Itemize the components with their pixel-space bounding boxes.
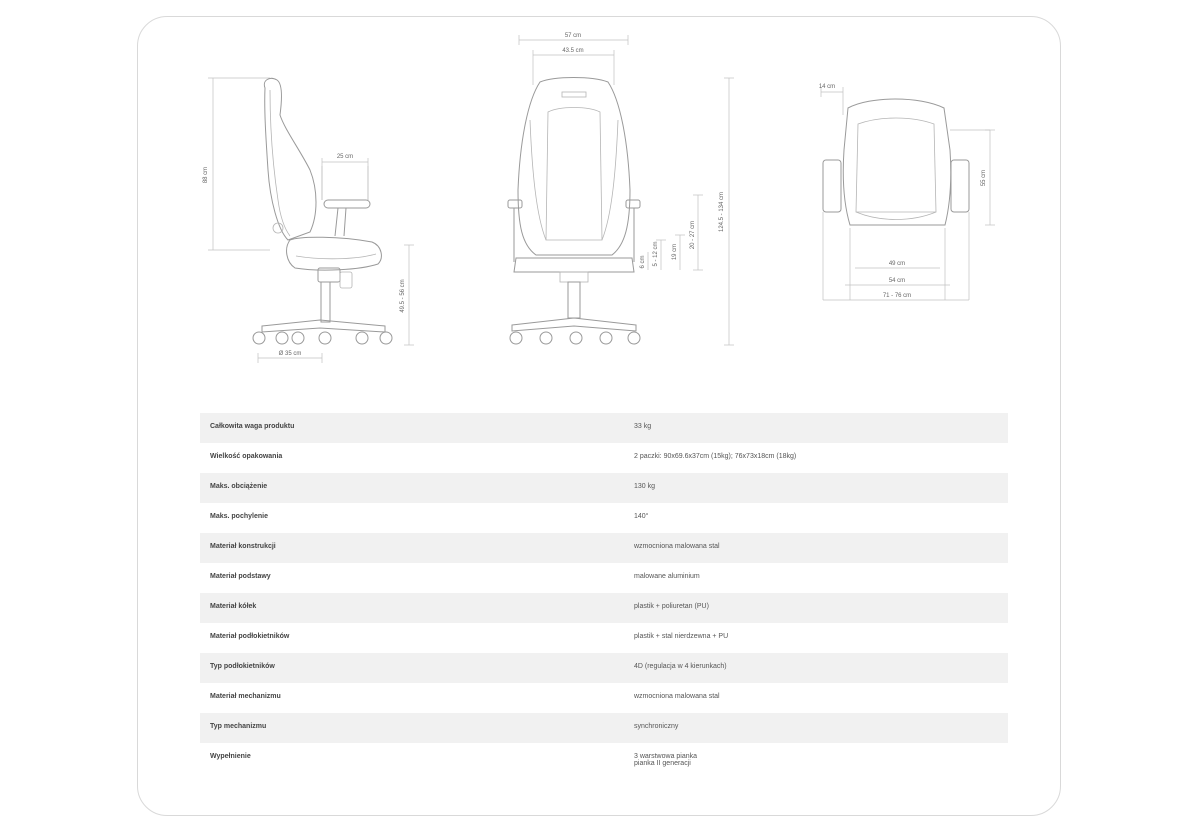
spec-row <box>200 743 1008 785</box>
spec-label: Typ mechanizmu <box>200 713 624 743</box>
top-wing-label: 14 cm <box>818 84 836 90</box>
top-seat-width-label: 54 cm <box>888 278 906 284</box>
spec-value: synchroniczny <box>624 713 1008 743</box>
spec-value: 33 kg <box>624 413 1008 443</box>
spec-row <box>200 503 1008 533</box>
side-view-drawing <box>203 78 414 363</box>
spec-row <box>200 593 1008 623</box>
spec-value: wzmocniona malowana stal <box>624 683 1008 713</box>
front-backrest-width-label: 43.5 cm <box>562 48 584 54</box>
front-view-drawing <box>508 33 734 345</box>
spec-value: plastik + stal nierdzewna + PU <box>624 623 1008 653</box>
spec-row <box>200 623 1008 653</box>
spec-label: Materiał mechanizmu <box>200 683 624 713</box>
spec-label: Maks. obciążenie <box>200 473 624 503</box>
spec-label: Wypełnienie <box>200 743 624 785</box>
spec-label: Typ podłokietników <box>200 653 624 683</box>
spec-label: Maks. pochylenie <box>200 503 624 533</box>
side-seat-height-label: 49.5 - 56 cm <box>400 279 406 313</box>
spec-value: 130 kg <box>624 473 1008 503</box>
spec-row <box>200 653 1008 683</box>
front-total-width-label: 57 cm <box>564 33 582 39</box>
spec-value: 2 paczki: 90x69.6x37cm (15kg); 76x73x18cm (18kg) <box>624 443 1008 473</box>
front-gap-a-label: 19 cm <box>672 243 678 261</box>
top-inner-width-label: 49 cm <box>888 261 906 267</box>
front-total-height-label: 124.5 - 134 cm <box>719 191 725 233</box>
top-total-width-label: 71 - 76 cm <box>882 293 912 299</box>
spec-row <box>200 563 1008 593</box>
spec-label: Materiał podłokietników <box>200 623 624 653</box>
spec-label: Całkowita waga produktu <box>200 413 624 443</box>
spec-table <box>200 413 1008 785</box>
chair-dimension-drawings <box>0 0 1200 400</box>
spec-label: Wielkość opakowania <box>200 443 624 473</box>
front-seat-gap-label: 6 cm <box>640 255 646 269</box>
side-base-diameter-label: Ø 35 cm <box>278 351 302 357</box>
side-height-label: 88 cm <box>203 166 209 184</box>
spec-label: Materiał konstrukcji <box>200 533 624 563</box>
side-armrest-label: 25 cm <box>336 154 354 160</box>
spec-row <box>200 443 1008 473</box>
spec-value: plastik + poliuretan (PU) <box>624 593 1008 623</box>
spec-row <box>200 533 1008 563</box>
spec-value: 4D (regulacja w 4 kierunkach) <box>624 653 1008 683</box>
top-view-drawing <box>819 84 995 300</box>
spec-row <box>200 713 1008 743</box>
spec-row <box>200 413 1008 443</box>
spec-value-multiline <box>624 743 1008 785</box>
front-armrest-height-label: 20 - 27 cm <box>690 220 696 250</box>
spec-label: Materiał kółek <box>200 593 624 623</box>
front-gap-b-label: 5 - 12 cm <box>653 241 659 267</box>
spec-value-line: 3 warstwowa pianka <box>634 753 698 760</box>
spec-row <box>200 473 1008 503</box>
top-depth-label: 55 cm <box>981 169 987 187</box>
spec-value: wzmocniona malowana stal <box>624 533 1008 563</box>
spec-row <box>200 683 1008 713</box>
spec-value-line: pianka II generacji <box>634 760 691 767</box>
spec-value: malowane aluminium <box>624 563 1008 593</box>
spec-value: 140° <box>624 503 1008 533</box>
spec-label: Materiał podstawy <box>200 563 624 593</box>
